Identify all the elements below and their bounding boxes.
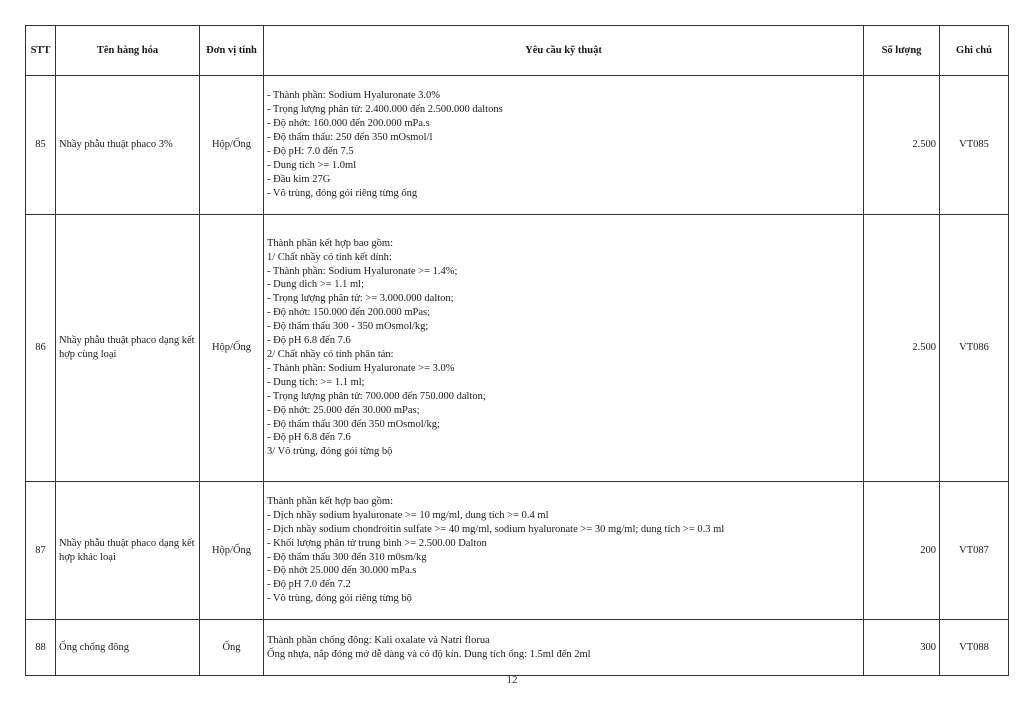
row-note: VT087: [940, 482, 1009, 620]
spec-line: - Trọng lượng phân tử: 700.000 đến 750.000 dalton;: [267, 390, 486, 402]
row-spec: [264, 76, 864, 215]
row-note: VT086: [940, 215, 1009, 482]
table-row: [26, 76, 1009, 215]
spec-line: 2/ Chất nhầy có tính phân tán:: [267, 349, 394, 360]
row-name: Nhầy phẫu thuật phaco dạng kết hợp cùng loại: [56, 215, 200, 482]
spec-line: - Đầu kim 27G: [267, 173, 331, 185]
row-note: VT085: [940, 76, 1009, 215]
row-qty: 200: [864, 482, 940, 620]
row-stt: 87: [26, 482, 56, 620]
spec-line: 1/ Chất nhầy có tính kết dính:: [267, 251, 392, 263]
row-unit: Hộp/Ống: [200, 76, 264, 215]
row-unit: Ống: [200, 620, 264, 676]
row-qty: 2.500: [864, 215, 940, 482]
row-name: Ống chống đông: [56, 620, 200, 676]
row-spec: [264, 215, 864, 482]
spec-line: Thành phần chống đông: Kali oxalate và Natri florua: [267, 634, 490, 646]
row-unit: Hộp/Ống: [200, 215, 264, 482]
spec-line: Ống nhựa, nắp đóng mở dễ dàng và có độ kín. Dung tích ống: 1.5ml đến 2ml: [267, 648, 591, 660]
row-spec: [264, 482, 864, 620]
spec-line: - Dịch nhầy sodium chondroitin sulfate >= 40 mg/ml, sodium hyaluronate >= 30 mg/ml; dung tích >= 0.3 ml: [267, 523, 725, 535]
spec-line: - Độ pH 7.0 đến 7.2: [267, 579, 351, 591]
spec-line: - Thành phần: Sodium Hyaluronate 3.0%: [267, 90, 441, 102]
spec-line: - Vô trùng, đóng gói riêng từng bộ: [267, 593, 412, 605]
spec-line: - Dung tích: >= 1.1 ml;: [267, 376, 365, 388]
spec-line: Thành phần kết hợp bao gồm:: [267, 495, 393, 507]
header-note: Ghi chú: [940, 26, 1009, 76]
row-spec: [264, 620, 864, 676]
goods-table: [25, 25, 1009, 676]
spec-line: - Độ thẩm thấu 300 đến 310 m0sm/kg: [267, 551, 427, 563]
page-number: 12: [506, 674, 518, 686]
table-row: [26, 620, 1009, 676]
header-stt: STT: [26, 26, 56, 76]
header-spec: Yêu cầu kỹ thuật: [264, 26, 864, 76]
header-qty: Số lượng: [864, 26, 940, 76]
table-header: [26, 26, 1009, 76]
spec-line: - Độ thẩm thấu: 250 đến 350 mOsmol/l: [267, 132, 433, 144]
spec-line: - Độ pH 6.8 đến 7.6: [267, 335, 351, 347]
header-name: Tên hàng hóa: [56, 26, 200, 76]
row-note: VT088: [940, 620, 1009, 676]
spec-line: - Thành phần: Sodium Hyaluronate >= 3.0%: [267, 362, 455, 374]
spec-line: - Vô trùng, đóng gói riêng từng ống: [267, 187, 418, 199]
row-name: Nhầy phẫu thuật phaco 3%: [56, 76, 200, 215]
spec-line: - Độ pH: 7.0 đến 7.5: [267, 146, 354, 157]
row-qty: 300: [864, 620, 940, 676]
spec-line: - Độ nhớt 25.000 đến 30.000 mPa.s: [267, 565, 417, 577]
header-row: [26, 26, 1009, 76]
spec-line: - Độ pH 6.8 đến 7.6: [267, 432, 351, 444]
table-body: [26, 76, 1009, 676]
spec-line: 3/ Vô trùng, đóng gói từng bộ: [267, 446, 393, 458]
spec-line: - Độ nhớt: 160.000 đến 200.000 mPa.s: [267, 118, 430, 130]
row-name: Nhầy phẫu thuật phaco dạng kết hợp khác loại: [56, 482, 200, 620]
row-qty: 2.500: [864, 76, 940, 215]
spec-line: Thành phần kết hợp bao gồm:: [267, 237, 393, 249]
header-unit: Đơn vị tính: [200, 26, 264, 76]
spec-line: - Trọng lượng phân tử: 2.400.000 đến 2.500.000 daltons: [267, 104, 503, 116]
spec-line: - Thành phần: Sodium Hyaluronate >= 1.4%;: [267, 265, 458, 277]
row-unit: Hộp/Ống: [200, 482, 264, 620]
row-stt: 86: [26, 215, 56, 482]
spec-line: - Độ thẩm thấu 300 đến 350 mOsmol/kg;: [267, 418, 440, 430]
spec-line: - Độ nhớt: 25.000 đến 30.000 mPas;: [267, 404, 420, 416]
table-row: [26, 215, 1009, 482]
spec-line: - Dung tích >= 1.0ml: [267, 159, 357, 171]
table-row: [26, 482, 1009, 620]
row-stt: 88: [26, 620, 56, 676]
row-stt: 85: [26, 76, 56, 215]
spec-line: - Độ nhớt: 150.000 đến 200.000 mPas;: [267, 307, 431, 319]
spec-line: - Khối lượng phân tử trung bình >= 2.500.00 Dalton: [267, 537, 487, 549]
spec-line: - Dung dich >= 1.1 ml;: [267, 279, 365, 291]
spec-line: - Độ thẩm thấu 300 - 350 mOsmol/kg;: [267, 321, 429, 333]
spec-line: - Dịch nhầy sodium hyaluronate >= 10 mg/ml, dung tích >= 0.4 ml: [267, 509, 549, 521]
spec-line: - Trọng lượng phân tử: >= 3.000.000 dalton;: [267, 293, 454, 305]
